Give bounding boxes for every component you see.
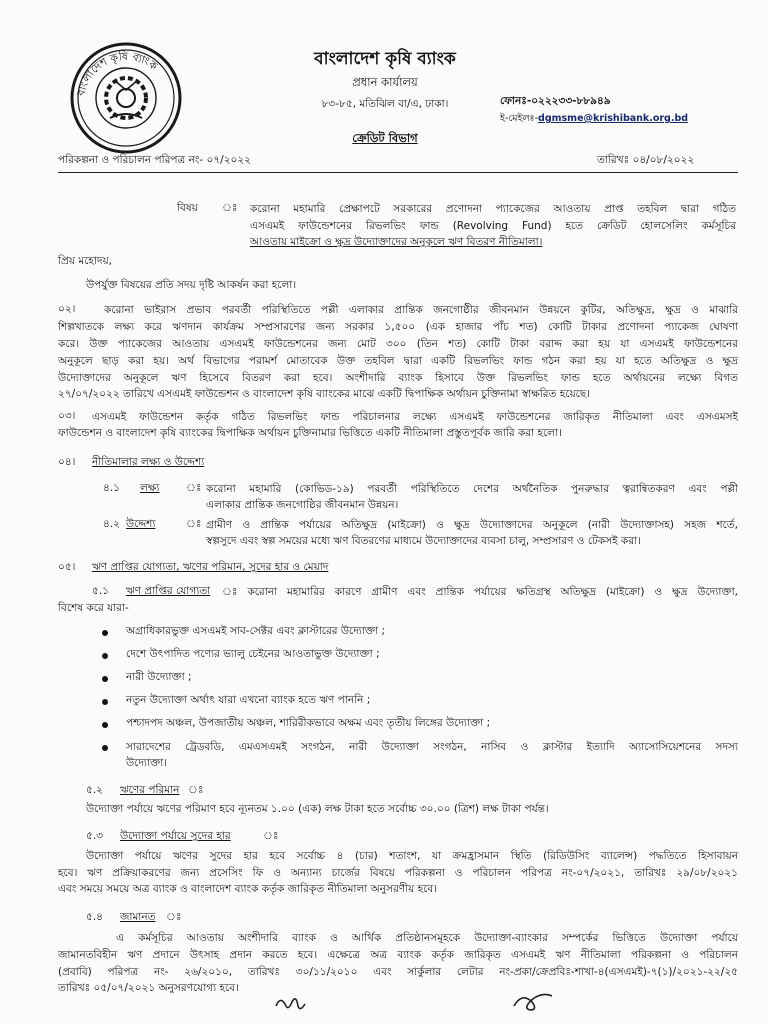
item-5-1-text-cont: বিশেষ করে যারা- xyxy=(58,602,129,614)
item-5-4-title: জামানত xyxy=(120,911,156,923)
item-4-1-number: ৪.১ xyxy=(103,482,120,494)
subject-colon: ঃ xyxy=(222,202,238,214)
subject-label: বিষয় xyxy=(177,202,198,214)
seal-text: বাংলাদেশ কৃষি ব্যাংক xyxy=(74,49,160,98)
bullet-dot xyxy=(102,630,108,636)
para-02-line: শিল্পখাতকে লক্ষ্য করে ঋণদান কার্যক্রম সম্প্রসারণের জন্য সরকার ১,৫০০ (এক হাজার পাঁচ শত) কোটি টাকার প্রণোদনা প্যাকেজ ঘোষণা xyxy=(58,321,738,333)
bank-name: বাংলাদেশ কৃষি ব্যাংক xyxy=(314,49,456,69)
bullet-dot xyxy=(102,653,108,659)
bank-seal-logo xyxy=(68,40,184,156)
item-4-1-colon: ঃ xyxy=(186,482,202,494)
item-4-1-label: লক্ষ্য xyxy=(140,482,160,494)
section-04-title: নীতিমালার লক্ষ্য ও উদ্দেশ্য xyxy=(92,456,205,468)
para-02-line: অনুকূলে ছাড় করা হয়। অর্থ বিভাগের পরামর্শ মোতাবেক উক্ত তহবিল দ্বারা একটি রিভলভিং ফান্ড গঠন করা হয় যা হতে অতিক্ষুদ্র ও ক্ষুদ্র xyxy=(58,355,738,367)
item-4-2-line: স্বল্পসুদে এবং স্বল্প সময়ের মধ্যে ঋণ বিতরণের মাধ্যমে উদ্যোক্তাদের ব্যবসা চালু, সম্প্রসারণ ও টেকসই করা। xyxy=(206,535,641,547)
signature-initial-right xyxy=(508,988,556,1016)
item-5-3-line: এবং সময়ে সময়ে অত্র ব্যাংক ও বাংলাদেশ ব্যাংক কর্তৃক জারিকৃত নীতিমালা অনুসরণীয় হবে। xyxy=(58,883,437,895)
para-03-line: এসএমই ফাউন্ডেশন কর্তৃক গঠিত রিভলভিং ফান্ড পরিচালনার লক্ষ্যে এসএমই ফাউন্ডেশনের জারিকৃত নীতিমালা এবং এসএমসই xyxy=(92,411,738,423)
salutation: প্রিয় মহোদয়, xyxy=(58,255,113,267)
item-5-4-line: এ কর্মসূচির আওতায় অংশীদারি ব্যাংক ও আর্থিক প্রতিষ্ঠানসমূহকে উদ্যোক্তা-ব্যাংকার সম্পর্কের ভিত্তিতে উদ্যোক্তা পর্যায়ে xyxy=(116,932,738,944)
circular-date: তারিখঃ ০৪/০৮/২০২২ xyxy=(597,154,695,166)
section-04-number: ০৪। xyxy=(58,456,76,468)
eligibility-bullet: দেশে উৎপাদিত পণ্যের ভ্যালু চেইনের আওতাভুক্ত উদ্যোক্তা ; xyxy=(126,648,380,660)
item-5-3-number: ৫.৩ xyxy=(86,830,103,842)
item-5-4-colon: ঃ xyxy=(166,911,182,923)
department-name: ক্রেডিট বিভাগ xyxy=(352,131,418,145)
eligibility-bullet: নারী উদ্যোক্তা ; xyxy=(126,671,192,683)
eligibility-bullet: সারাদেশের ট্রেডবডি, এমএসএমই সংগঠন, নারী উদ্যোক্তা সংগঠন, নাসিব ও ক্লাস্টার ইত্যাদি অ্যাসোসিয়েশনের সদস্য xyxy=(126,741,738,753)
item-4-2-label: উদ্দেশ্য xyxy=(126,518,156,530)
item-5-1-text: ঃ করোনা মহামারির কারণে গ্রামীণ এবং প্রান্তিক পর্যায়ের ক্ষতিগ্রস্থ অতিক্ষুদ্র (মাইক্রো) ও ক্ষুদ্র উদ্যোক্তা, xyxy=(222,586,738,598)
bullet-dot xyxy=(102,676,108,682)
item-5-2-title: ঋণের পরিমান xyxy=(120,784,180,796)
para-03-line: ফাউন্ডেশন ও বাংলাদেশ কৃষি ব্যাংকের দ্বিপাক্ষিক অর্থায়ন চুক্তিনামার ভিত্তিতে একটি নীতিমালা প্রস্তুতপূর্বক জারি করা হলো। xyxy=(58,427,562,439)
svg-text:বাংলাদেশ কৃষি ব্যাংক xyxy=(74,50,160,99)
item-5-4-line: তারিখঃ ০৫/০৭/২০২১ অনুসরণযোগ্য হবে। xyxy=(58,982,239,994)
eligibility-bullet-cont: উদ্যোক্তা। xyxy=(126,757,168,769)
item-4-2-colon: ঃ xyxy=(186,518,202,530)
bullet-dot xyxy=(102,699,108,705)
item-5-1-title: ঋণ প্রাপ্তির যোগ্যতা xyxy=(126,585,211,597)
para-02-line: করে। উক্ত প্যাকেজের আওতায় এসএমই ফাউন্ডেশনের জন্য মোট ৩০০ (তিন শত) কোটি টাকা বরাদ্দ করা হয় যা এসএমই ফাউন্ডেশনের xyxy=(58,338,738,350)
email-label: ই-মেইলঃ- xyxy=(500,113,539,124)
subject-line-1: করোনা মহামারি প্রেক্ষাপটে সরকারের প্রণোদনা প্যাকেজের আওতায় প্রাপ্ত তহবিল দ্বারা গঠিত xyxy=(250,203,736,215)
item-5-1-number: ৫.১ xyxy=(92,585,109,597)
item-5-3-line: হবে। ঋণ প্রক্রিয়াকরণের জন্য প্রসেসিং ফি ও অন্যান্য চার্জের বিষয়ে পরিকল্পনা ও পরিচালন পরিপত্র নং-০৭/২০২১, তারিখঃ ২৯/০৮/২০২১ xyxy=(58,867,738,879)
item-5-4-line: জামানতবিহীন ঋণ প্রদানে উৎসাহ প্রদান করতে হবে। এক্ষেত্রে অত্র ব্যাংক কর্তৃক জারিকৃত এসএমই ঋণ নীতিমালা পরিকল্পনা ও পরিচালন xyxy=(58,949,738,961)
item-5-4-number: ৫.৪ xyxy=(86,911,103,923)
header-divider xyxy=(58,172,738,173)
para-03-number: ০৩। xyxy=(58,410,76,422)
item-5-2-colon: ঃ xyxy=(188,784,204,796)
email-line xyxy=(500,111,688,126)
para-02-number: ০২। xyxy=(58,303,76,315)
item-5-3-colon: ঃ xyxy=(263,830,279,842)
item-5-3-title: উদ্যোক্তা পর্যায়ে সুদের হার xyxy=(120,830,231,842)
eligibility-bullet: পশ্চাদপদ অঞ্চল, উপজাতীয় অঞ্চল, শারিরীকভাবে অক্ষম এবং তৃতীয় লিঙ্গের উদ্যোক্তা ; xyxy=(126,717,491,729)
item-5-4-line: (প্রবাবি) পরিপত্র নং- ২৬/২০১০, তারিখঃ ৩০/১১/২০১০ এবং সার্কুলার লেটার নং-প্রকা/ক্রেপ্রবিঃ-শাখা-৪(এসএমই)-৭(১)/২০২১-২২/২৫ xyxy=(58,966,738,978)
signature-initial-left xyxy=(272,992,308,1016)
eligibility-bullet: অগ্রাধিকারভুক্ত এসএমই সাব-সেক্টর এবং ক্লাস্টারের উদ্যোক্তা ; xyxy=(126,625,385,637)
para-02-line: উদ্যোক্তাদের অনুকূলে ঋণ হিসেবে বিতরণ করা হবে। অংশীদারি ব্যাংক হিসাবে উক্ত রিভলভিং ফান্ড হতে অর্থায়নের লক্ষ্যে বিগত xyxy=(58,372,738,384)
circular-number: পরিকল্পনা ও পরিচালন পরিপত্র নং- ০৭/২০২২ xyxy=(58,154,252,166)
subject-line-2: এসএমই ফাউন্ডেশনের রিভলভিং ফান্ড (Revolving Fund) হতে ক্রেডিট হোলসেলিং কর্মসূচির xyxy=(250,220,736,232)
section-05-title: ঋণ প্রাপ্তির যোগ্যতা, ঋণের পরিমান, সুদের হার ও মেয়াদ xyxy=(92,561,329,573)
intro-line: উপর্যুক্ত বিষয়ের প্রতি সদয় দৃষ্টি আকর্ষন করা হলো। xyxy=(86,279,297,291)
item-4-1-line: এলাকার প্রান্তিক জনগোষ্ঠির জীবনমান উন্নয়ন। xyxy=(206,499,399,511)
subject-line-3: আওতায় মাইক্রো ও ক্ষুদ্র উদ্যোক্তাদের অনুকূলে ঋণ বিতরণ নীতিমালা। xyxy=(250,236,543,248)
item-4-2-line: গ্রামীণ ও প্রান্তিক পর্যায়ের অতিক্ষুদ্র (মাইক্রো) ও ক্ষুদ্র উদ্যোক্তাদের অনুকূলে (নারী উদ্যোক্তাসহ) সহজ শর্তে, xyxy=(206,519,738,531)
item-5-2-number: ৫.২ xyxy=(86,784,103,796)
bullet-dot xyxy=(102,745,108,751)
para-02-line: করোনা ভাইরাস প্রভাব পরবর্তী পরিস্থিতিতে পল্লী এলাকার প্রান্তিক জনগোষ্ঠীর জীবনমান উন্নয়নে কুটির, অতিক্ষুদ্র, ক্ষুদ্র ও মাঝারি xyxy=(104,304,738,316)
office-name: প্রধান কার্যালয় xyxy=(352,75,418,89)
phone-number: ফোনঃ-০২২২৩৩-৮৮৯৪৯ xyxy=(500,95,611,107)
section-05-number: ০৫। xyxy=(58,561,76,573)
item-5-2-text: উদ্যোক্তা পর্যায়ে ঋণের পরিমাণ হবে ন্যূনতম ১.০০ (এক) লক্ষ টাকা হতে সর্বোচ্চ ৩০.০০ (ত্রিশ) লক্ষ টাকা পর্যন্ত। xyxy=(86,803,549,815)
bullet-dot xyxy=(102,722,108,728)
office-address: ৮৩-৮৫, মতিঝিল বা/এ, ঢাকা। xyxy=(321,98,449,110)
item-4-2-number: ৪.২ xyxy=(103,518,120,530)
para-02-line: ২৭/০৭/২০২২ তারিখে এসএমই ফাউন্ডেশন ও বাংলাদেশ কৃষি ব্যাংকের মাঝে একটি দ্বিপাক্ষিক অর্থায়ন চুক্তিনামা স্বাক্ষরিত হয়েছে। xyxy=(58,388,590,400)
item-5-3-line: উদ্যোক্তা পর্যায়ে ঋণের সুদের হার হবে সর্বোচ্চ ৪ (চার) শতাংশ, যা ক্রমহ্রাসমান স্থিতি (রিডিউসিং ব্যালেন্স) পদ্ধতিতে হিসাবায়ন xyxy=(86,850,738,862)
item-4-1-line: করোনা মহামারি (কোভিড-১৯) পরবর্তী পরিস্থিতিতে দেশের অর্থনৈতিক পুনরুদ্ধার ত্বরান্বিতকরণ এবং পল্লী xyxy=(206,483,738,495)
email-link[interactable]: dgmsme@krishibank.org.bd xyxy=(538,113,689,124)
eligibility-bullet: নতুন উদ্যোক্তা অর্থাৎ যারা এখনো ব্যাংক হতে ঋণ পাননি ; xyxy=(126,694,371,706)
